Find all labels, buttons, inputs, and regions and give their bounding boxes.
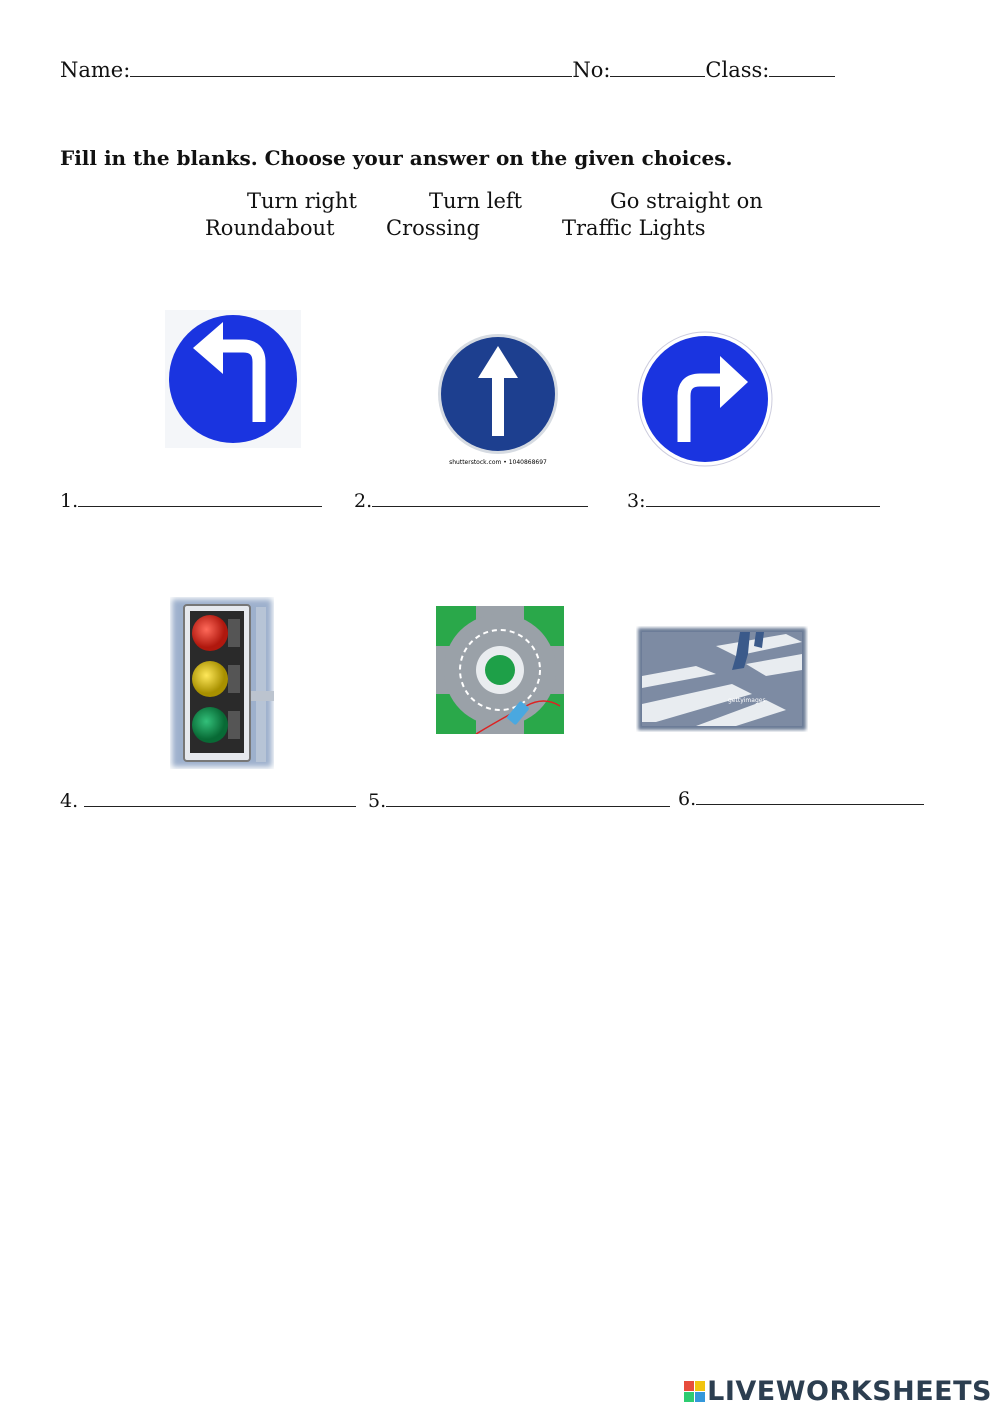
no-field[interactable] xyxy=(610,62,705,77)
instruction-text: Fill in the blanks. Choose your answer on the given choices. xyxy=(60,146,733,170)
choice-turn-right: Turn right xyxy=(247,189,357,213)
traffic-lights-icon xyxy=(170,597,274,769)
answer-3-field[interactable] xyxy=(646,496,880,507)
turn-right-sign-icon xyxy=(636,330,774,468)
answer-5 xyxy=(368,790,670,812)
question-number-4: 4. xyxy=(60,790,79,812)
choice-go-straight-on: Go straight on xyxy=(610,189,763,213)
answer-1-field[interactable] xyxy=(78,496,322,507)
answer-4-field[interactable] xyxy=(84,796,356,807)
no-label: No: xyxy=(572,58,611,82)
answer-1 xyxy=(60,490,322,512)
choice-traffic-lights: Traffic Lights xyxy=(562,216,706,240)
choice-roundabout: Roundabout xyxy=(205,216,335,240)
class-field[interactable] xyxy=(769,62,835,77)
answer-3 xyxy=(627,490,880,512)
answer-2-field[interactable] xyxy=(372,496,588,507)
question-number-3: 3: xyxy=(627,490,646,512)
go-straight-sign-icon xyxy=(432,328,566,470)
class-label: Class: xyxy=(705,58,770,82)
question-number-6: 6. xyxy=(678,788,697,810)
answer-5-field[interactable] xyxy=(386,796,670,807)
question-number-2: 2. xyxy=(354,490,373,512)
name-field[interactable] xyxy=(130,62,572,77)
logo-blocks-icon xyxy=(684,1381,705,1402)
student-info-header xyxy=(60,58,835,82)
answer-4 xyxy=(60,790,356,812)
logo-text: LIVEWORKSHEETS xyxy=(707,1376,992,1407)
crossing-photo-icon xyxy=(636,626,808,732)
turn-left-sign-icon xyxy=(165,310,301,448)
question-number-5: 5. xyxy=(368,790,387,812)
answer-6-field[interactable] xyxy=(696,794,924,805)
question-number-1: 1. xyxy=(60,490,79,512)
choice-turn-left: Turn left xyxy=(429,189,523,213)
shutterstock-watermark: shutterstock.com • 1040868697 xyxy=(449,459,547,466)
answer-2 xyxy=(354,490,588,512)
roundabout-icon xyxy=(436,606,564,734)
choice-crossing: Crossing xyxy=(386,216,480,240)
answer-6 xyxy=(678,788,924,810)
getty-watermark: gettyimages xyxy=(728,697,766,704)
name-label: Name: xyxy=(60,58,131,82)
liveworksheets-logo xyxy=(684,1376,992,1407)
